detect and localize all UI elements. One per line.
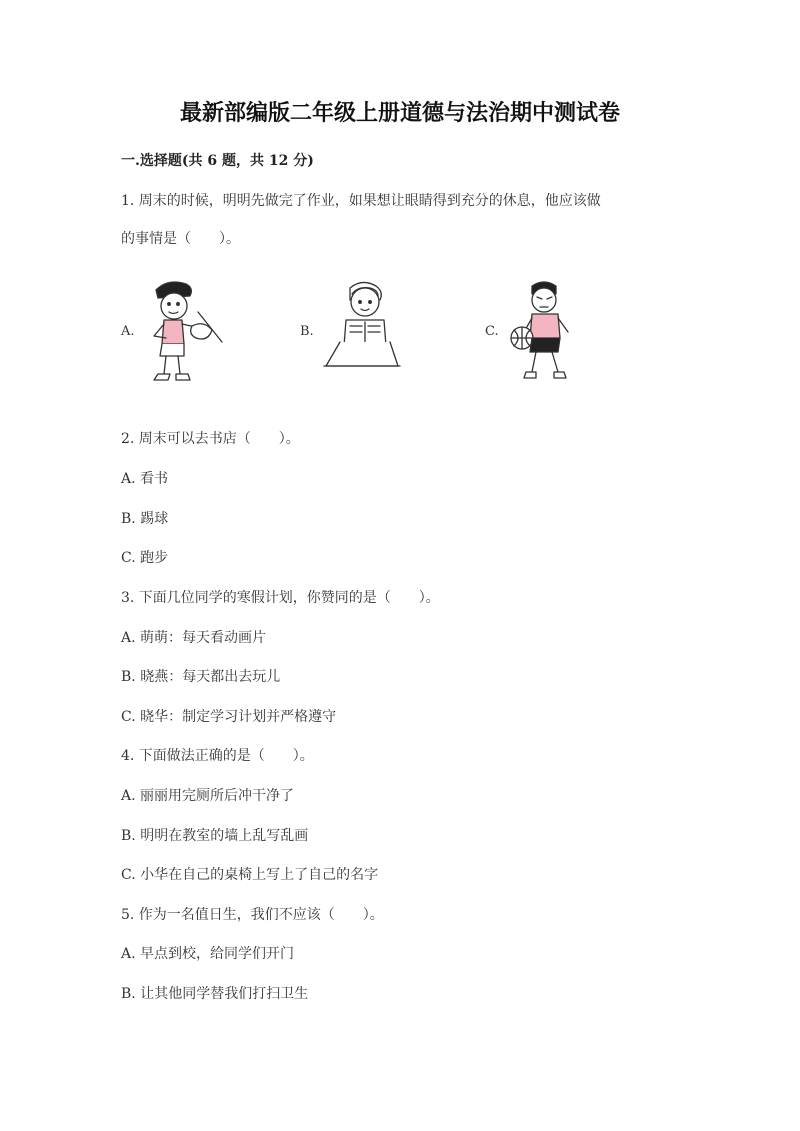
question-1-option-a-label: A. xyxy=(121,324,135,339)
question-4-option-b: B. 明明在教室的墙上乱写乱画 xyxy=(121,828,309,844)
question-5-option-a: A. 早点到校，给同学们开门 xyxy=(121,946,295,962)
question-3-stem: 3. 下面几位同学的寒假计划，你赞同的是（ ）。 xyxy=(121,590,440,606)
question-2-option-a: A. 看书 xyxy=(121,471,169,487)
question-4-stem: 4. 下面做法正确的是（ ）。 xyxy=(121,748,314,764)
question-1-stem-line2: 的事情是（ ）。 xyxy=(121,231,240,247)
question-3-option-c: C. 晓华：制定学习计划并严格遵守 xyxy=(121,709,337,725)
question-2-option-b: B. 踢球 xyxy=(121,511,169,527)
question-2-stem: 2. 周末可以去书店（ ）。 xyxy=(121,431,300,447)
reading-boy-icon xyxy=(318,276,408,381)
question-4-option-c: C. 小华在自己的桌椅上写上了自己的名字 xyxy=(121,867,379,883)
question-2-option-c: C. 跑步 xyxy=(121,550,169,566)
basketball-boy-icon xyxy=(502,276,582,386)
section-heading: 一.选择题(共 6 题，共 12 分) xyxy=(121,153,314,169)
violin-boy-icon xyxy=(138,276,228,386)
question-1-option-c-label: C. xyxy=(485,324,499,339)
question-5-stem: 5. 作为一名值日生，我们不应该（ ）。 xyxy=(121,907,384,923)
question-1-stem-line1: 1. 周末的时候，明明先做完了作业，如果想让眼睛得到充分的休息，他应该做 xyxy=(121,193,601,209)
question-5-option-b: B. 让其他同学替我们打扫卫生 xyxy=(121,986,309,1002)
question-1-picture-options xyxy=(0,276,800,386)
question-3-option-a: A. 萌萌：每天看动画片 xyxy=(121,630,267,646)
question-3-option-b: B. 晓燕：每天都出去玩儿 xyxy=(121,669,281,685)
question-1-option-b-label: B. xyxy=(300,324,314,339)
page-title: 最新部编版二年级上册道德与法治期中测试卷 xyxy=(179,100,620,126)
question-4-option-a: A. 丽丽用完厕所后冲干净了 xyxy=(121,788,295,804)
